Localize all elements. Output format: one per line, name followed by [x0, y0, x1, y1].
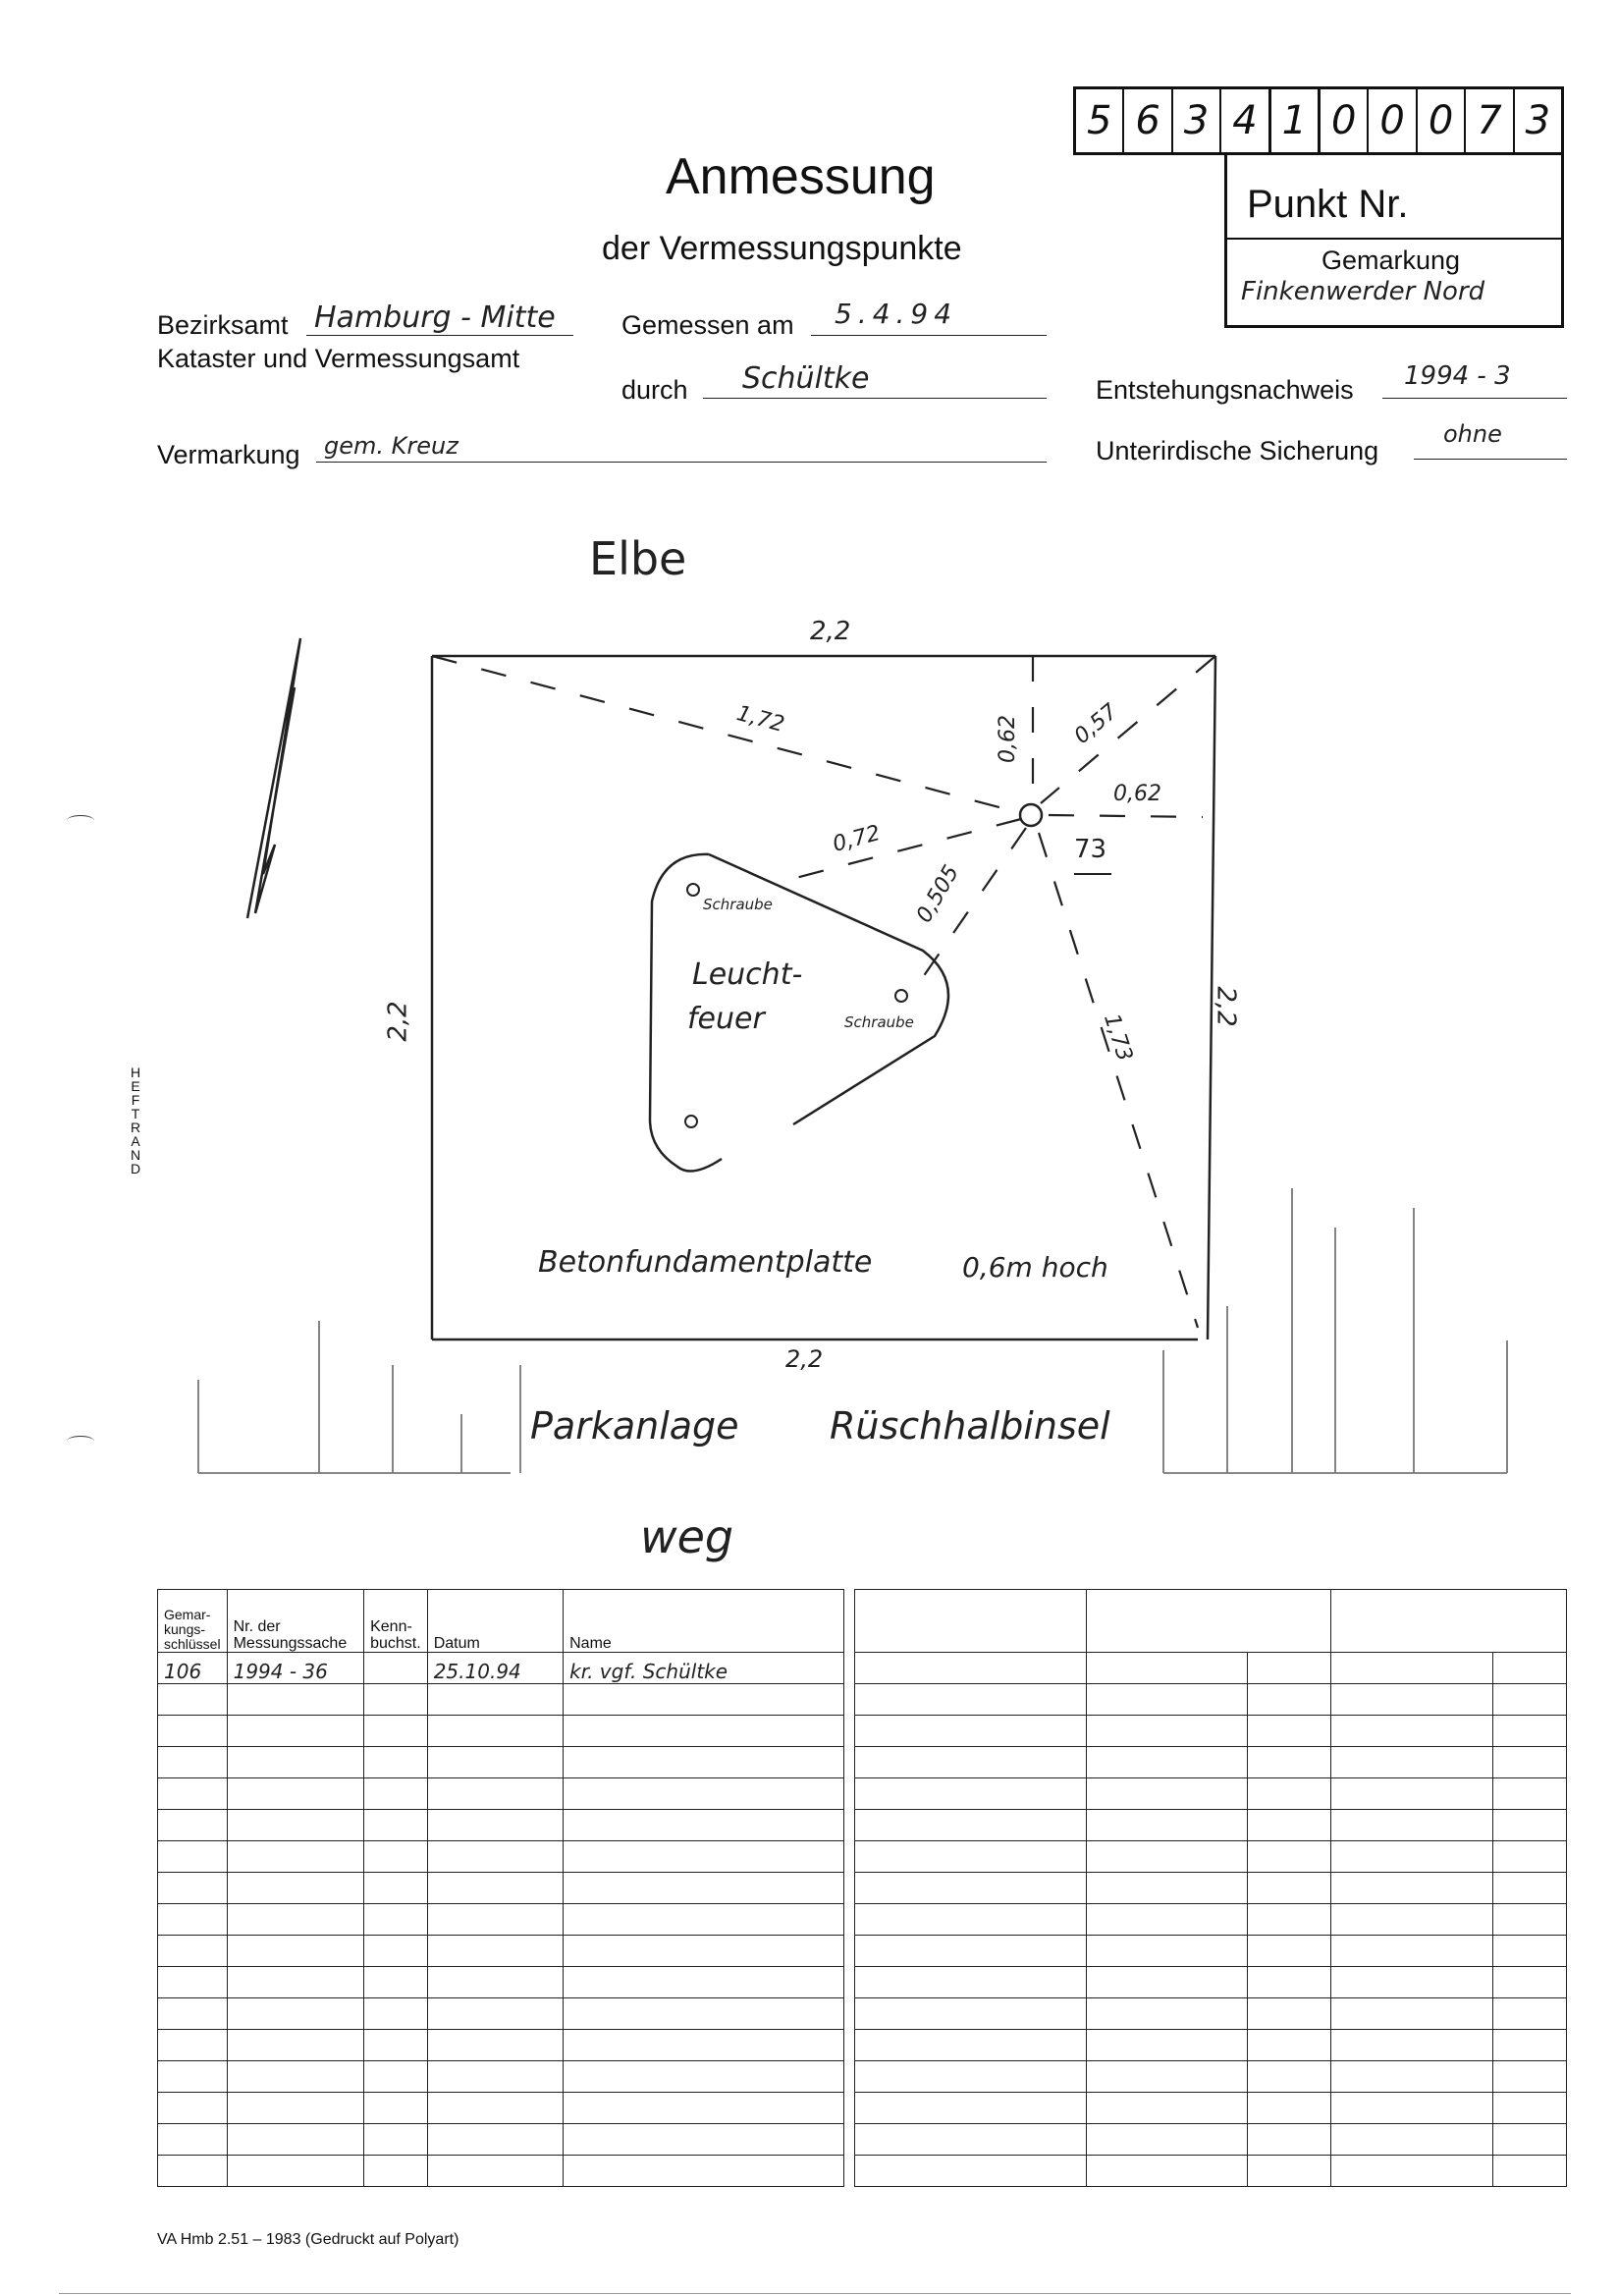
- dist-173: 1,73: [1099, 1011, 1137, 1065]
- sicherung-label: Unterirdische Sicherung: [1096, 436, 1379, 465]
- dim-bottom: 2,2: [785, 1345, 824, 1373]
- table-row: [158, 1653, 844, 1684]
- schraube-label: Schraube: [703, 896, 773, 913]
- id-digit: 6: [1124, 89, 1172, 152]
- durch-value: Schültke: [742, 361, 870, 396]
- dist-0505: 0,505: [911, 860, 965, 928]
- id-digit: 4: [1221, 89, 1270, 152]
- entstehung-label: Entstehungsnachweis: [1096, 375, 1354, 405]
- bezirksamt-label: Bezirksamt: [157, 310, 289, 340]
- dim-top: 2,2: [810, 617, 851, 646]
- line-172: [432, 656, 1021, 813]
- gemessen-label: Gemessen am: [621, 310, 794, 340]
- table-cell: 106: [158, 1653, 228, 1684]
- leucht-label: Leucht-: [692, 957, 803, 992]
- dim-left: 2,2: [383, 1001, 413, 1042]
- weg-label: weg: [640, 1510, 734, 1563]
- schraube-label: Schraube: [844, 1013, 914, 1031]
- dist-062-v: 0,62: [995, 715, 1020, 763]
- vermarkung-label: Vermarkung: [157, 440, 300, 469]
- dist-172: 1,72: [733, 701, 787, 738]
- line-062-h: [1049, 815, 1203, 817]
- id-digit: 7: [1466, 89, 1514, 152]
- durch-label: durch: [621, 375, 688, 405]
- entstehung-value: 1994 - 3: [1404, 361, 1511, 391]
- beton-label: Betonfundamentplatte: [538, 1245, 873, 1280]
- gemarkung-label: Gemarkung: [1321, 246, 1461, 275]
- bezirksamt-value: Hamburg - Mitte: [314, 301, 556, 335]
- id-digit: 1: [1271, 89, 1321, 152]
- gemessen-value: 5.4.94: [835, 298, 958, 330]
- id-digit: 3: [1525, 98, 1551, 143]
- footer-note: VA Hmb 2.51 – 1983 (Gedruckt auf Polyart): [157, 2231, 459, 2248]
- screw-marker: [685, 1116, 697, 1127]
- empty-register-table: [854, 1589, 1567, 2187]
- col-header: Kenn- buchst.: [364, 1590, 428, 1653]
- id-digit: 0: [1321, 89, 1369, 152]
- kataster-label: Kataster und Vermessungsamt: [157, 344, 520, 373]
- document-title: Anmessung: [666, 148, 936, 205]
- park-label: Parkanlage: [530, 1404, 739, 1448]
- feuer-label: feuer: [687, 1002, 765, 1036]
- line-072: [781, 819, 1021, 882]
- screw-marker: [895, 990, 907, 1002]
- col-header: Datum: [427, 1590, 563, 1653]
- id-digit: 3: [1173, 89, 1221, 152]
- col-header: Nr. der Messungssache: [227, 1590, 364, 1653]
- dist-057: 0,57: [1069, 699, 1123, 749]
- rusch-label: Rüschhalbinsel: [830, 1404, 1110, 1448]
- table-cell: 1994 - 36: [227, 1653, 364, 1684]
- dist-062-h: 0,62: [1113, 782, 1161, 806]
- elbe-label: Elbe: [589, 532, 687, 585]
- point-73-marker: [1020, 804, 1042, 826]
- id-digit: 0: [1369, 89, 1417, 152]
- id-digit: 0: [1418, 89, 1466, 152]
- vermarkung-value: gem. Kreuz: [324, 432, 458, 460]
- punkt-label: Punkt Nr.: [1247, 183, 1409, 226]
- document-subtitle: der Vermessungspunkte: [602, 230, 962, 267]
- dim-right: 2,2: [1211, 986, 1241, 1027]
- north-arrow-icon: [247, 638, 300, 918]
- dist-072: 0,72: [830, 821, 884, 857]
- height-label: 0,6m hoch: [962, 1251, 1108, 1284]
- col-header: Name: [564, 1590, 844, 1653]
- heftrand-label: HEFTRAND: [130, 1065, 141, 1176]
- screw-marker: [687, 884, 699, 896]
- col-header: Gemar- kungs- schlüssel: [158, 1590, 228, 1653]
- register-table: [157, 1589, 844, 2187]
- point-number: 73: [1074, 835, 1107, 864]
- table-cell: kr. vgf. Schültke: [564, 1653, 844, 1684]
- gemarkung-value: Finkenwerder Nord: [1241, 277, 1485, 306]
- table-cell: [364, 1653, 428, 1684]
- id-digit: 5: [1076, 89, 1124, 152]
- sicherung-value: ohne: [1443, 420, 1502, 448]
- table-cell: 25.10.94: [427, 1653, 563, 1684]
